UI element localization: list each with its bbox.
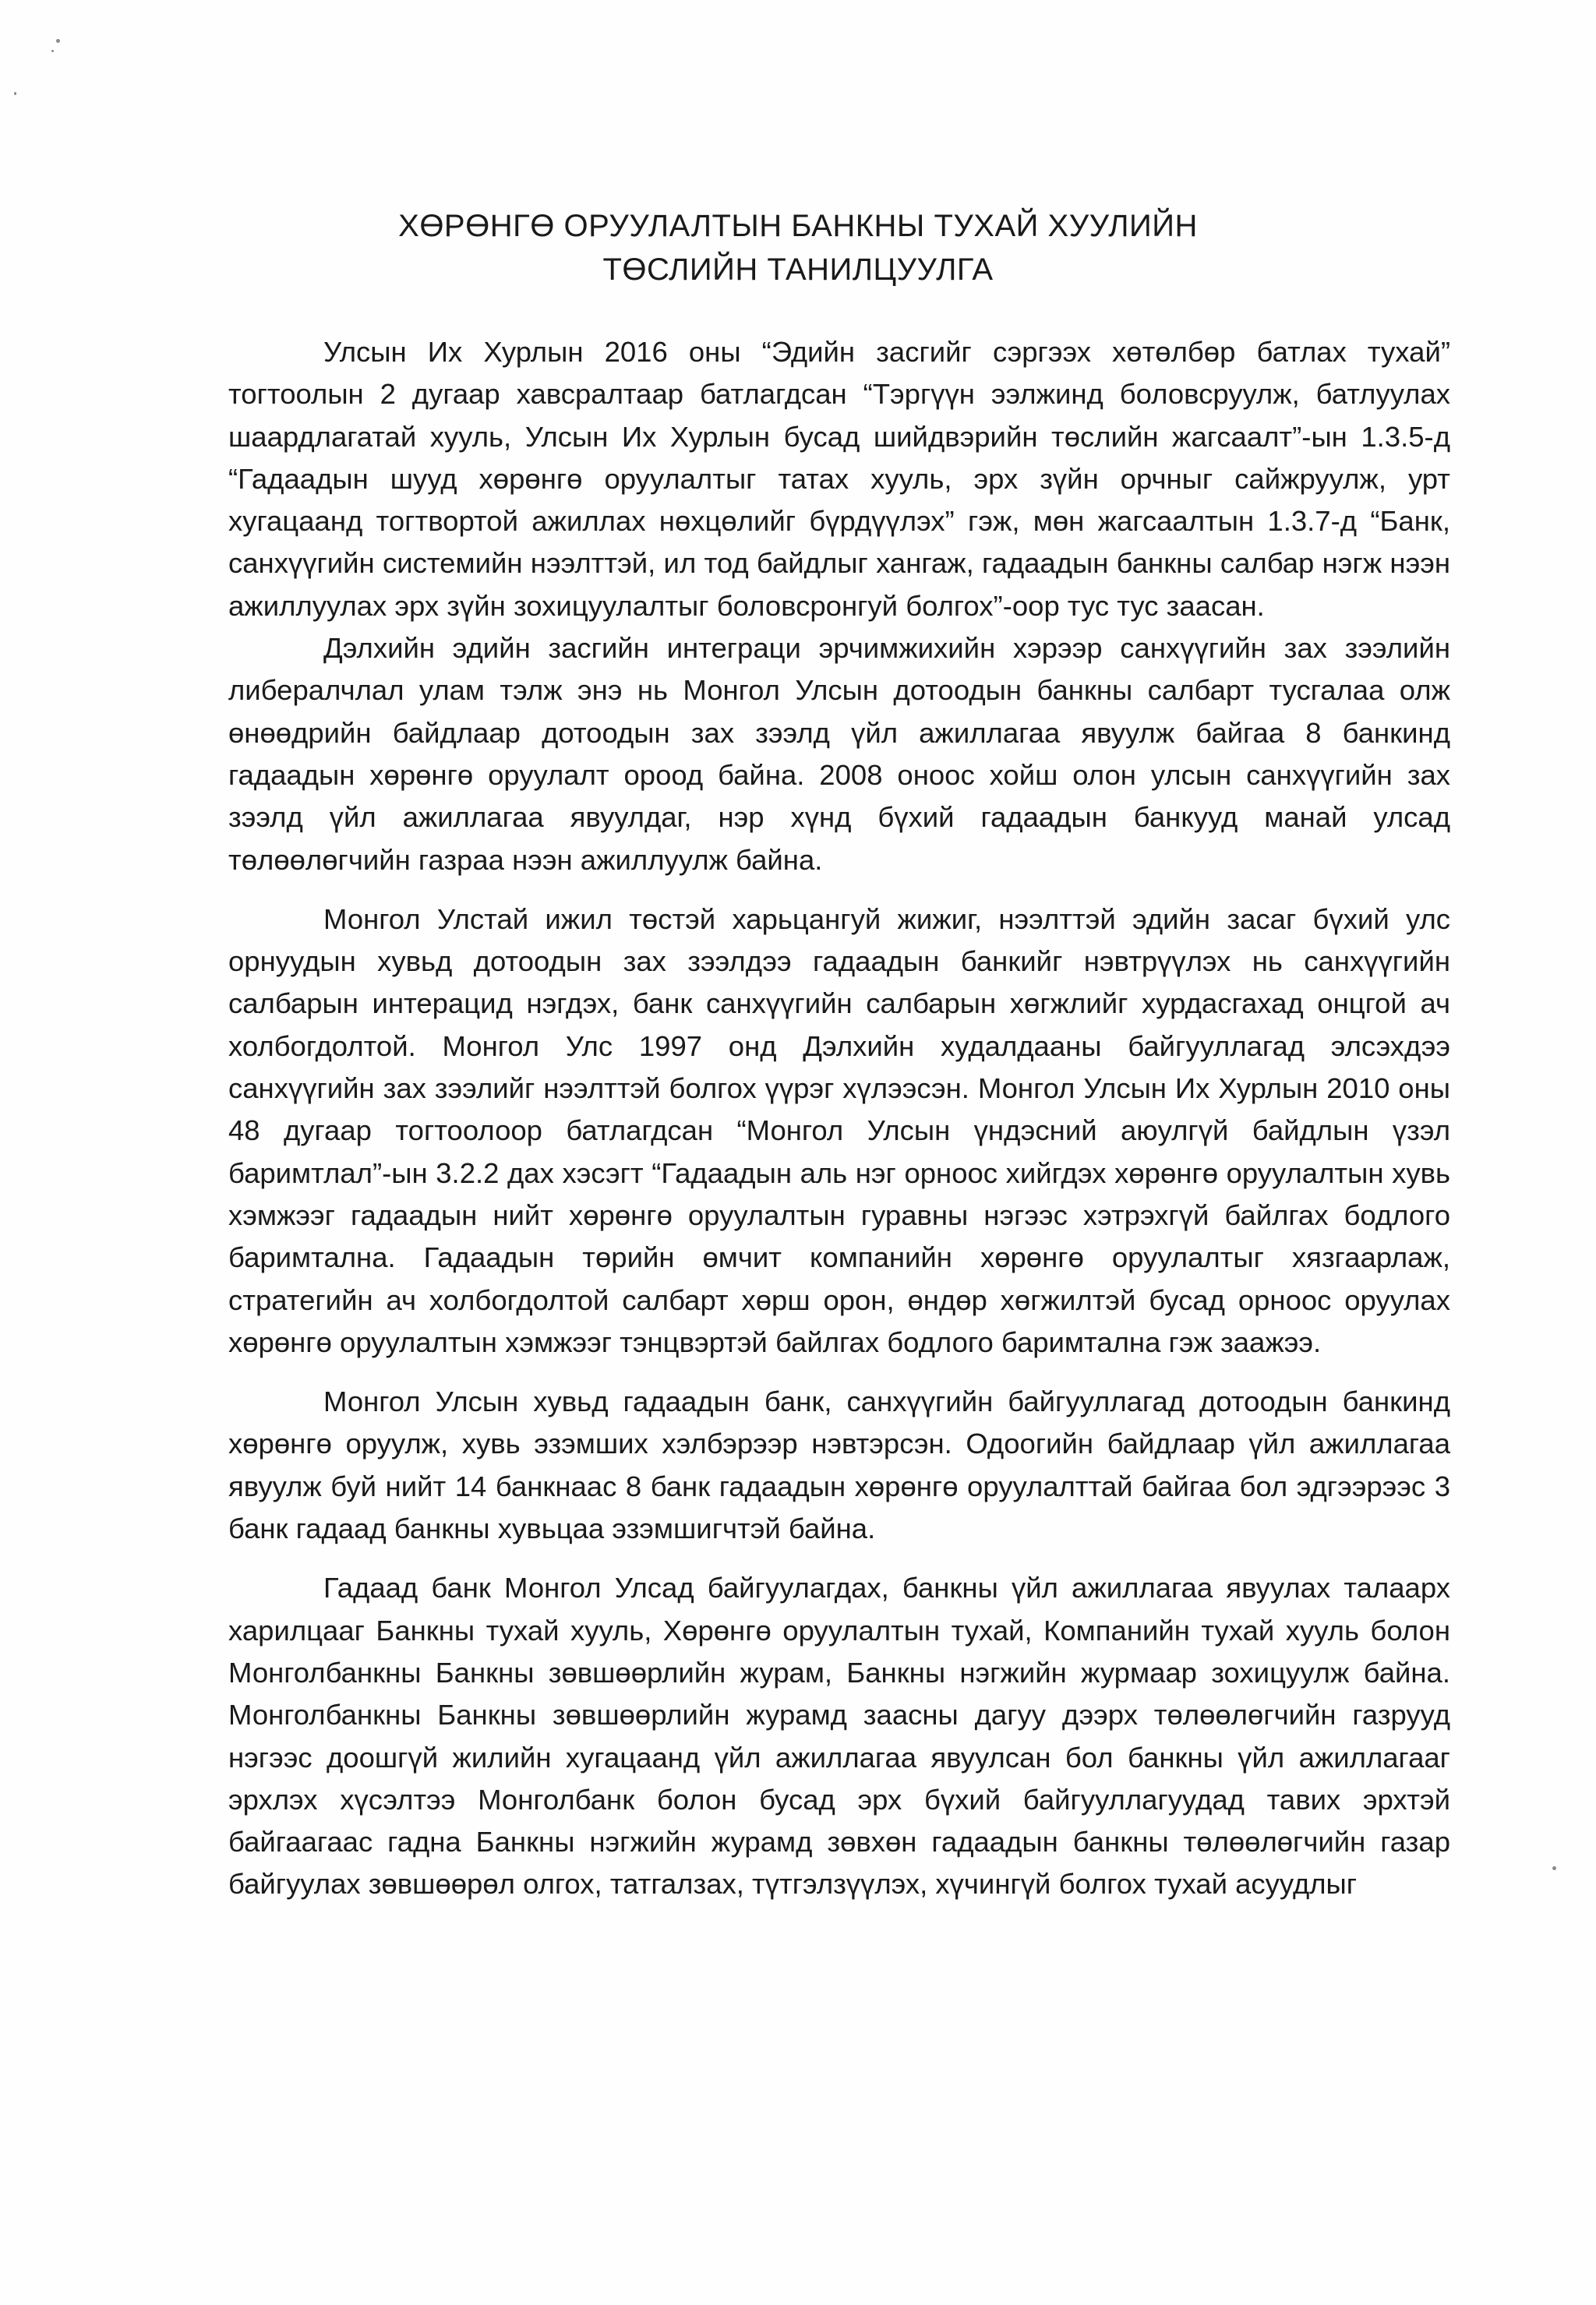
- scan-speck: [1552, 1866, 1556, 1870]
- title-line-2: ТӨСЛИЙН ТАНИЛЦУУЛГА: [602, 252, 994, 287]
- document-body: [228, 331, 1450, 1906]
- title-line-1: ХӨРӨНГӨ ОРУУЛАЛТЫН БАНКНЫ ТУХАЙ ХУУЛИЙН: [398, 209, 1198, 243]
- paragraph-5: Гадаад банк Монгол Улсад байгуулагдах, банкны үйл ажиллагаа явуулах талаарх харилцааг Банкны тухай хууль, Хөрөнгө оруулалтын тухай, Компанийн тухай хууль болон Монголбанкны Банкны зөвшөөрлийн журам, Банкны нэгжийн журмаар зохицуулж байна. Монголбанкны Банкны зөвшөөрлийн журамд заасны дагуу дээрх төлөөлөгчийн газрууд нэгээс доошгүй жилийн хугацаанд үйл ажиллагаа явуулсан бол банкны үйл ажиллагааг эрхлэх хүсэлтээ Монголбанк болон бусад эрх бүхий байгууллагуудад тавих эрхтэй байгаагаас гадна Банкны нэгжийн журамд зөвхөн гадаадын банкны төлөөлөгчийн газар байгуулах зөвшөөрөл олгох, татгалзах, түтгэлзүүлэх, хүчингүй болгох тухай асуудлыг: [228, 1572, 1450, 1901]
- document-title: [0, 204, 1596, 291]
- paragraph-1: Улсын Их Хурлын 2016 оны “Эдийн засгийг сэргээх хөтөлбөр батлах тухай” тогтоолын 2 дугаар хавсралтаар батлагдсан “Тэргүүн ээлжинд боловсруулж, батлуулах шаардлагатай хууль, Улсын Их Хурлын бусад шийдвэрийн төслийн жагсаалт”-ын 1.3.5-д “Гадаадын шууд хөрөнгө оруулалтыг татах хууль, эрх зүйн орчныг сайжруулж, урт хугацаанд тогтвортой ажиллах нөхцөлийг бүрдүүлэх” гэж, мөн жагсаалтын 1.3.7-д “Банк, санхүүгийн системийн нээлттэй, ил тод байдлыг хангаж, гадаадын банкны салбар нэгж нээн ажиллуулах эрх зүйн зохицуулалтыг боловсронгуй болгох”-оор тус тус заасан.: [228, 336, 1450, 622]
- paragraph-2: Дэлхийн эдийн засгийн интеграци эрчимжихийн хэрээр санхүүгийн зах зээлийн либералчлал улам тэлж энэ нь Монгол Улсын дотоодын банкны салбарт тусгалаа олж өнөөдрийн байдлаар дотоодын зах зээлд үйл ажиллагаа явуулж байгаа 8 банкинд гадаадын хөрөнгө оруулалт ороод байна. 2008 оноос хойш олон улсын санхүүгийн зах зээлд үйл ажиллагаа явуулдаг, нэр хүнд бүхий гадаадын банкууд манай улсад төлөөлөгчийн газраа нээн ажиллуулж байна.: [228, 632, 1450, 876]
- scan-speck: [51, 50, 54, 52]
- paragraph-3: Монгол Улстай ижил төстэй харьцангуй жижиг, нээлттэй эдийн засаг бүхий улс орнуудын хувьд дотоодын зах зээлдээ гадаадын банкийг нэвтрүүлэх нь санхүүгийн салбарын интерацид нэгдэх, банк санхүүгийн салбарын хөгжлийг хурдасгахад онцгой ач холбогдолтой. Монгол Улс 1997 онд Дэлхийн худалдааны байгууллагад элсэхдээ санхүүгийн зах зээлийг нээлттэй болгох үүрэг хүлээсэн. Монгол Улсын Их Хурлын 2010 оны 48 дугаар тогтоолоор батлагдсан “Монгол Улсын үндэсний аюулгүй байдлын үзэл баримтлал”-ын 3.2.2 дах хэсэгт “Гадаадын аль нэг орноос хийгдэх хөрөнгө оруулалтын хувь хэмжээг гадаадын нийт хөрөнгө оруулалтын гуравны нэгээс хэтрэхгүй байлгах бодлого баримтална. Гадаадын төрийн өмчит компанийн хөрөнгө оруулалтыг хязгаарлаж, стратегийн ач холбогдолтой салбарт хөрш орон, өндөр хөгжилтэй бусад орноос оруулах хөрөнгө оруулалтын хэмжээг тэнцвэртэй байлгах бодлого баримтална гэж заажээ.: [228, 902, 1450, 1358]
- scan-speck: [56, 39, 60, 43]
- scan-speck: [14, 92, 16, 95]
- paragraph-4: Монгол Улсын хувьд гадаадын банк, санхүүгийн байгууллагад дотоодын банкинд хөрөнгө оруулж, хувь эзэмших хэлбэрээр нэвтэрсэн. Одоогийн байдлаар үйл ажиллагаа явуулж буй нийт 14 банкнаас 8 банк гадаадын хөрөнгө оруулалттай байгаа бол эдгээрээс 3 банк гадаад банкны хувьцаа эзэмшигчтэй байна.: [228, 1385, 1450, 1545]
